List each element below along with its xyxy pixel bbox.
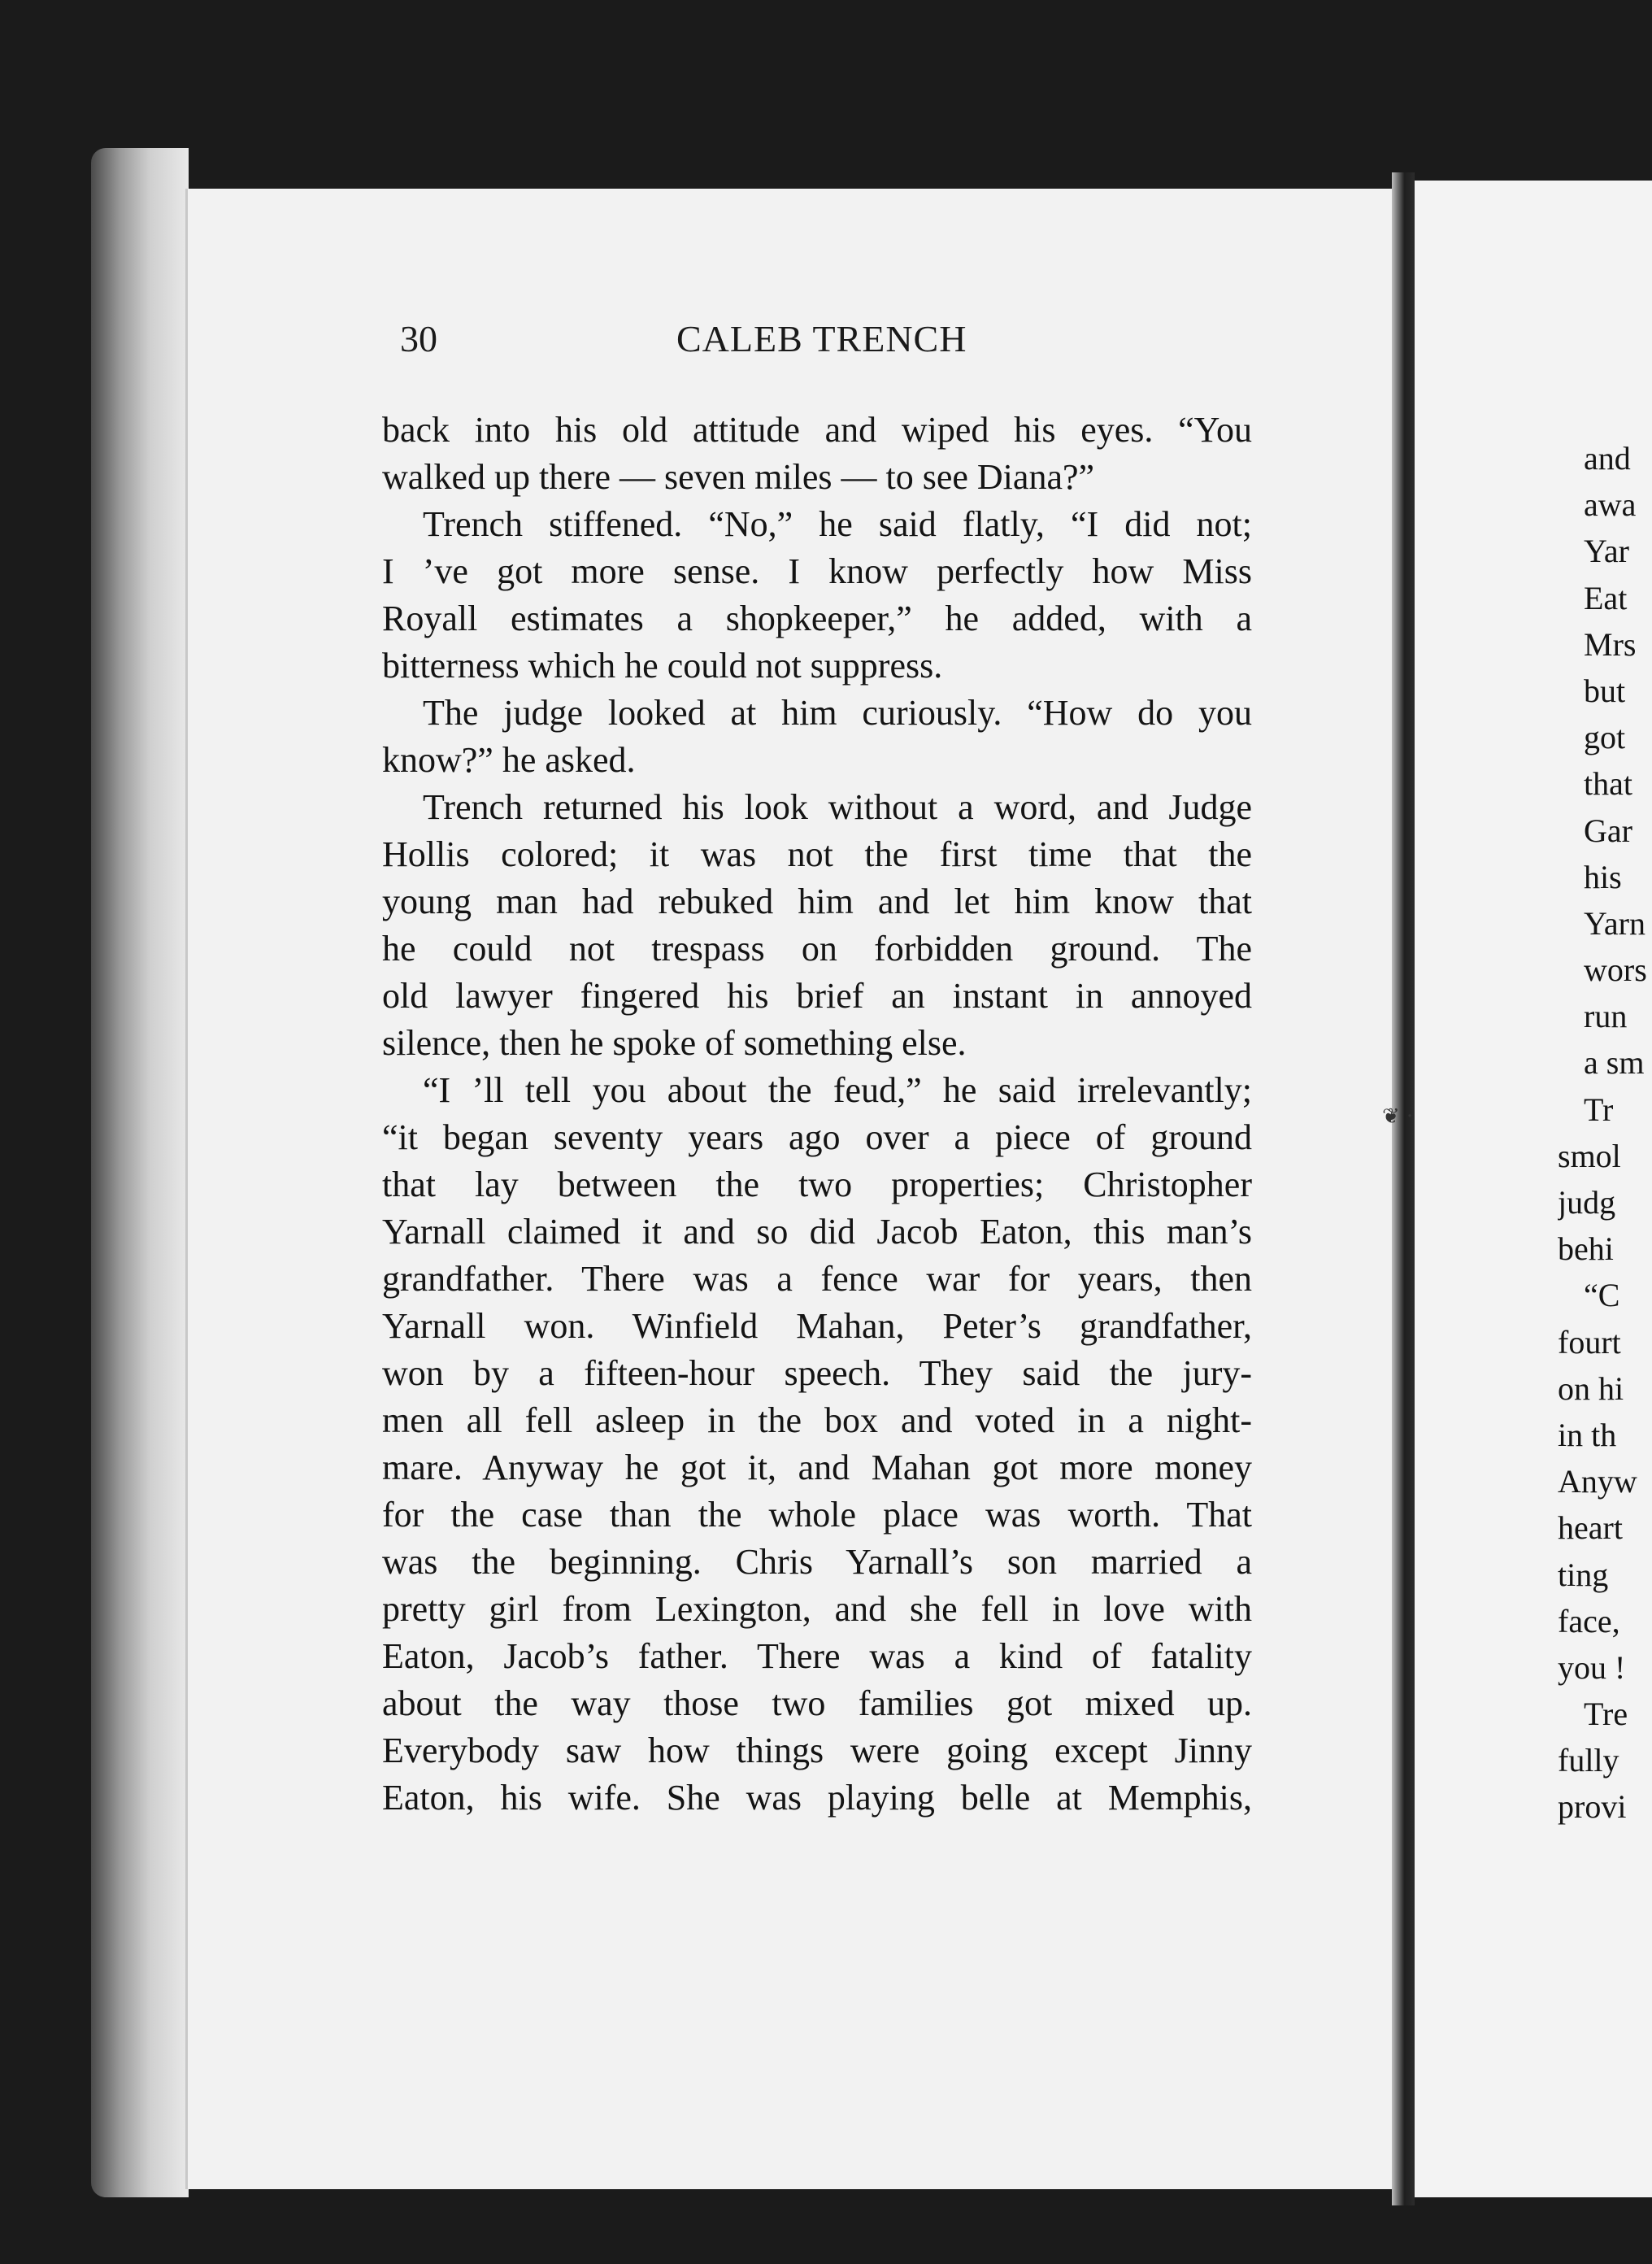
text-line: back into his old attitude and wiped his eyes. “You bbox=[382, 410, 1252, 450]
text-line: about the way those two families got mixed up. bbox=[382, 1683, 1252, 1723]
text-line: judg bbox=[1558, 1184, 1616, 1221]
text-line: “I ’ll tell you about the feud,” he said irrelevantly; bbox=[423, 1070, 1252, 1110]
text-line: provi bbox=[1558, 1788, 1627, 1826]
text-line: was the beginning. Chris Yarnall’s son married a bbox=[382, 1542, 1252, 1582]
text-line: Yar bbox=[1584, 533, 1629, 570]
text-line: Yarn bbox=[1584, 904, 1645, 942]
text-line: men all fell asleep in the box and voted in a night- bbox=[382, 1400, 1252, 1440]
text-line: run bbox=[1584, 998, 1628, 1035]
text-line: he could not trespass on forbidden ground. The bbox=[382, 929, 1252, 969]
text-line: silence, then he spoke of something else. bbox=[382, 1023, 967, 1063]
left-page-text bbox=[382, 407, 1252, 1822]
text-line: for the case than the whole place was worth. That bbox=[382, 1495, 1252, 1535]
text-line: know?” he asked. bbox=[382, 740, 636, 780]
text-line: “C bbox=[1584, 1277, 1620, 1314]
text-line: I ’ve got more sense. I know perfectly how Miss bbox=[382, 551, 1252, 591]
text-line: in th bbox=[1558, 1416, 1617, 1453]
text-line: walked up there — seven miles — to see Diana?” bbox=[382, 457, 1095, 497]
text-line: fully bbox=[1558, 1742, 1619, 1779]
text-line: Yarnall won. Winfield Mahan, Peter’s grandfather, bbox=[382, 1306, 1252, 1346]
text-line: old lawyer fingered his brief an instant in annoyed bbox=[382, 976, 1252, 1016]
text-line: Yarnall claimed it and so did Jacob Eaton, this man’s bbox=[382, 1212, 1252, 1252]
text-line: a sm bbox=[1584, 1044, 1645, 1082]
text-line: Gar bbox=[1584, 812, 1632, 849]
text-line: grandfather. There was a fence war for years, then bbox=[382, 1259, 1252, 1299]
text-line: won by a fifteen-hour speech. They said the jury- bbox=[382, 1353, 1252, 1393]
text-line: bitterness which he could not suppress. bbox=[382, 646, 943, 686]
text-line: “it began seventy years ago over a piece of ground bbox=[382, 1117, 1252, 1157]
text-line: fourt bbox=[1558, 1323, 1621, 1361]
book-page-edges bbox=[91, 148, 189, 2197]
text-line: Trench returned his look without a word, and Judge bbox=[423, 787, 1252, 827]
text-line: Royall estimates a shopkeeper,” he added, with a bbox=[382, 599, 1252, 638]
text-line: heart bbox=[1558, 1509, 1623, 1547]
text-line: but bbox=[1584, 672, 1626, 709]
text-line: Trench stiffened. “No,” he said flatly, “I did not; bbox=[423, 504, 1252, 544]
book-gutter bbox=[1392, 172, 1415, 2205]
text-line: awa bbox=[1584, 486, 1637, 524]
text-line: got bbox=[1584, 719, 1626, 756]
text-line: Everybody saw how things were going except Jinny bbox=[382, 1731, 1252, 1770]
page-header bbox=[400, 317, 1262, 374]
text-line: young man had rebuked him and let him know that bbox=[382, 882, 1252, 921]
text-line: mare. Anyway he got it, and Mahan got more money bbox=[382, 1448, 1252, 1487]
text-line: Eaton, Jacob’s father. There was a kind of fatality bbox=[382, 1636, 1252, 1676]
running-title: CALEB TRENCH bbox=[676, 318, 967, 359]
text-line: Eat bbox=[1584, 579, 1628, 616]
text-line: on hi bbox=[1558, 1369, 1624, 1407]
text-line: Tr bbox=[1584, 1091, 1614, 1128]
text-line: ting bbox=[1558, 1556, 1609, 1593]
text-line: that bbox=[1584, 765, 1632, 803]
text-line: Hollis colored; it was not the first time that the bbox=[382, 834, 1252, 874]
text-line: Tre bbox=[1584, 1696, 1628, 1733]
text-line: wors bbox=[1584, 951, 1647, 989]
page-number: 30 bbox=[400, 318, 437, 359]
text-line: The judge looked at him curiously. “How do you bbox=[423, 693, 1252, 733]
text-line: you ! bbox=[1558, 1648, 1626, 1686]
right-page-text bbox=[1558, 435, 1652, 1831]
text-line: that lay between the two properties; Christopher bbox=[382, 1165, 1252, 1204]
ornament-mark-icon: ❦ · bbox=[1382, 1104, 1414, 1129]
text-line: Mrs bbox=[1584, 625, 1637, 663]
text-line: Eaton, his wife. She was playing belle at Memphis, bbox=[382, 1778, 1252, 1818]
text-line: face, bbox=[1558, 1602, 1620, 1639]
text-line: smol bbox=[1558, 1137, 1621, 1174]
text-line: behi bbox=[1558, 1230, 1614, 1268]
text-line: his bbox=[1584, 858, 1622, 895]
text-line: Anyw bbox=[1558, 1463, 1637, 1500]
text-line: and bbox=[1584, 440, 1631, 477]
text-line: pretty girl from Lexington, and she fell in love with bbox=[382, 1589, 1252, 1629]
